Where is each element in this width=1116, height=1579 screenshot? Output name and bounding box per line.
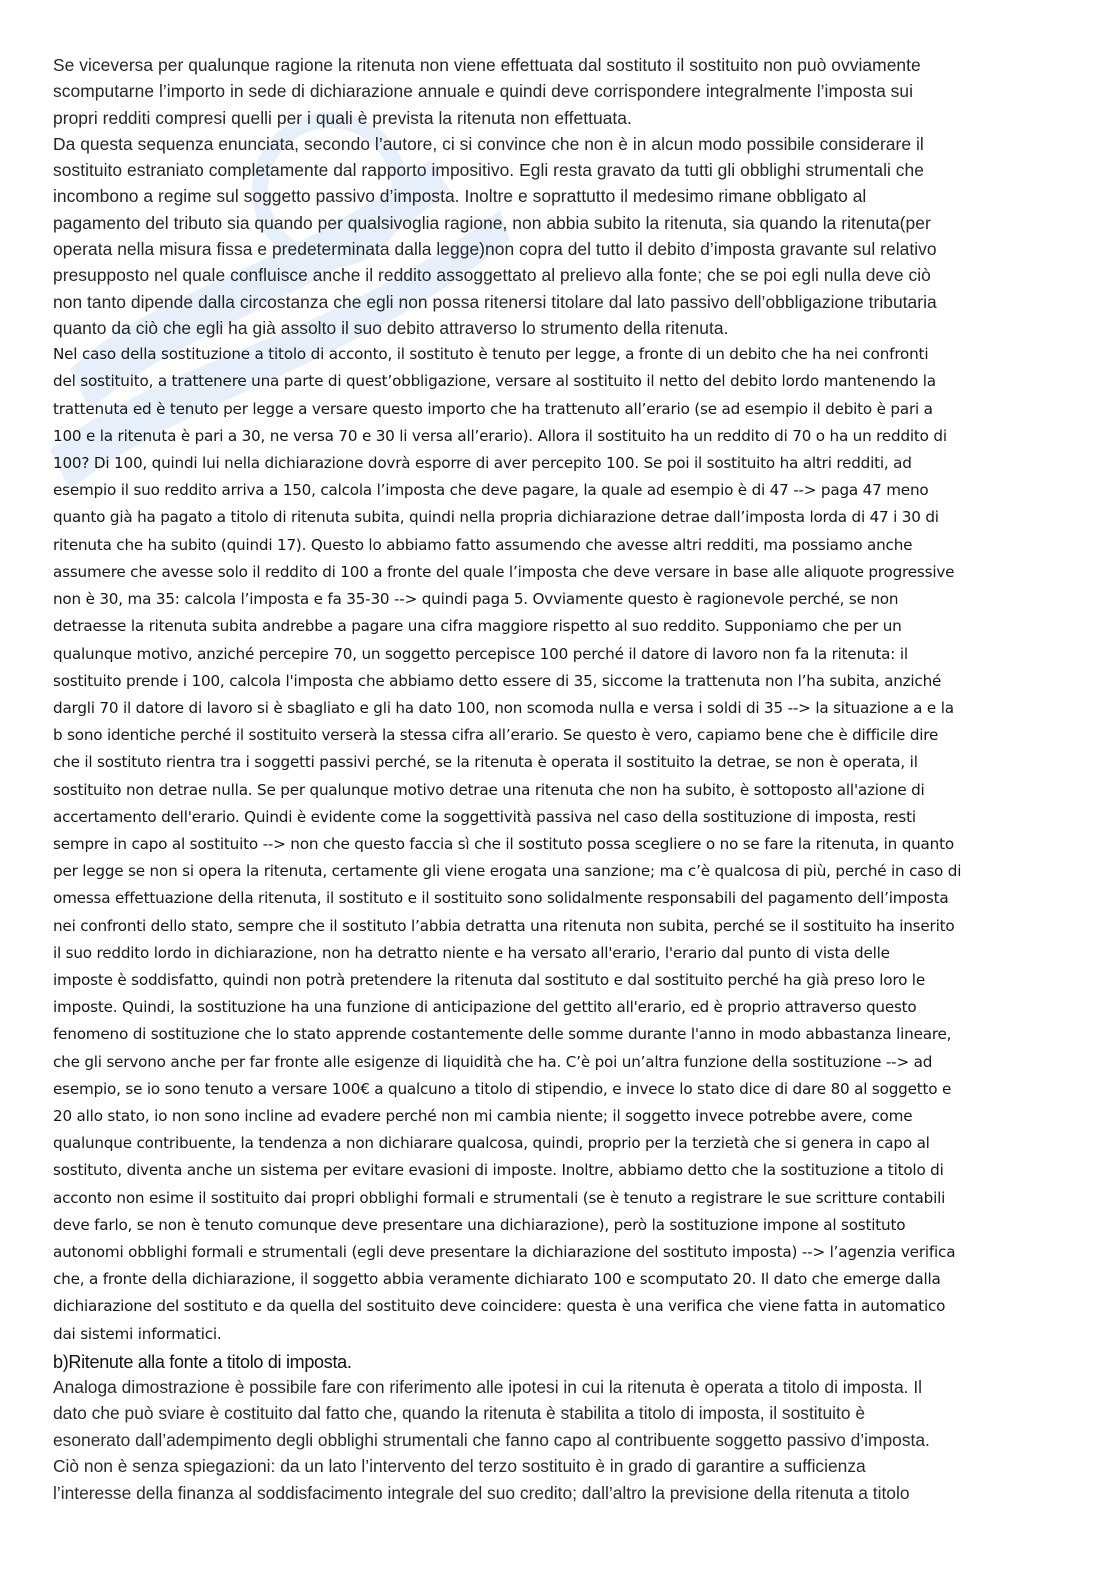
paragraph-sostituzione-acconto: Nel caso della sostituzione a titolo di acconto, il sostituto è tenuto per legge, a fronte di un debito che ha nei confronti del sostituito, a trattenere una parte di quest’obbligazione, versare al sostituito il netto del debito lordo mantenendo la trattenuta ed è tenuto per legge a versare questo importo che ha trattenuto all’erario (se ad esempio il debito è pari a 100 e la ritenuta è pari a 30, ne versa 70 e 30 li versa all’erario). Allora il sostituito ha un reddito di 70 o ha un reddito di 100? Di 100, quindi lui nella dichiarazione dovrà esporre di aver percepito 100. Se poi il sostituito ha altri redditi, ad esempio il suo reddito arriva a 150, calcola l’imposta che deve pagare, la quale ad esempio è di 47 --> paga 47 meno quanto già ha pagato a titolo di ritenuta subita, quindi nella propria dichiarazione detrae dall’imposta lorda di 47 i 30 di ritenuta che ha subito (quindi 17). Questo lo abbiamo fatto assumendo che avesse altri redditi, ma possiamo anche assumere che avesse solo il reddito di 100 a fronte del quale l’imposta che deve versare in base alle aliquote progressive non è 30, ma 35: calcola l’imposta e fa 35-30 --> quindi paga 5. Ovviamente questo è ragionevole perché, se non detraesse la ritenuta subita andrebbe a pagare una cifra maggiore rispetto al suo reddito. Supponiamo che per un qualunque motivo, anziché percepire 70, un soggetto percepisce 100 perché il datore di lavoro non fa la ritenuta: il sostituito prende i 100, calcola l'imposta che abbiamo detto essere di 35, siccome la trattenuta non l’ha subita, anziché dargli 70 il datore di lavoro si è sbagliato e gli ha dato 100, non scomoda nulla e versa i soldi di 35 --> la situazione a e la b sono identiche perché il sostituito verserà la stessa cifra all’erario. Se questo è vero, capiamo bene che è difficile dire che il sostituto rientra tra i soggetti passivi perché, se la ritenuta è operata il sostituito la detrae, se non è operata, il sostituito non detrae nulla. Se per qualunque motivo detrae una ritenuta che non ha subito, è sottoposto all'azione di accertamento dell'erario. Quindi è evidente come la soggettività passiva nel caso della sostituzione di imposta, resti sempre in capo al sostituito --> non che questo faccia sì che il sostituto possa scegliere o no se fare la ritenuta, in quanto per legge se non si opera la ritenuta, certamente gli viene erogata una sanzione; ma c’è qualcosa di più, perché in caso di omessa effettuazione della ritenuta, il sostituto e il sostituito sono solidalmente responsabili del pagamento dell’imposta nei confronti dello stato, sempre che il sostituto l’abbia detratta una ritenuta non subita, perché se il sostituito ha inserito il suo reddito lordo in dichiarazione, non ha detratto niente e ha versato all'erario, l'erario dal punto di vista delle imposte è soddisfatto, quindi non potrà pretendere la ritenuta dal sostituto e dal sostituito perché ha già preso loro le imposte. Quindi, la sostituzione ha una funzione di anticipazione del gettito all'erario, ed è proprio attraverso questo fenomeno di sostituzione che lo stato apprende costantemente delle somme durante l'anno in modo abbastanza lineare, che gli servono anche per far fronte alle esigenze di liquidità che ha. C’è poi un’altra funzione della sostituzione --> ad esempio, se io sono tenuto a versare 100€ a qualcuno a titolo di stipendio, e invece lo stato dice di dare 80 al soggetto e 20 allo stato, io non sono incline ad evadere perché non mi cambia niente; il soggetto invece potrebbe avere, come qualunque contribuente, la tendenza a non dichiarare qualcosa, quindi, proprio per la terzietà che si genera in capo al sostituto, diventa anche un sistema per evitare evasioni di imposte. Inoltre, abbiamo detto che la sostituzione a titolo di acconto non esime il sostituito dai propri obblighi formali e strumentali (se è tenuto a registrare le sue scritture contabili deve farlo, se non è tenuto comunque deve presentare una dichiarazione), però la sostituzione impone al sostituto autonomi obblighi formali e strumentali (egli deve presentare la dichiarazione del sostituto imposta) --> l’agenzia verifica che, a fronte della dichiarazione, il soggetto abbia veramente dichiarato 100 e scomputato 20. Il dato che emerge dalla dichiarazione del sostituto e da quella del sostituito deve coincidere: questa è una verifica che viene fatta in automatico dai sistemi informatici. [53,345,962,1343]
paragraph-sostituito-non-effettuata: Se viceversa per qualunque ragione la ritenuta non viene effettuata dal sostituto il sostituito non può ovviamente scomputarne l’importo in sede di dichiarazione annuale e quindi deve corrispondere integralmente l’imposta sui propri redditi compresi quelli per i quali è prevista la ritenuta non effettuata. Da questa sequenza enunciata, secondo l’autore, ci si convince che non è in alcun modo possibile considerare il sostituito estraniato completamente dal rapporto impositivo. Egli resta gravato da tutti gli obblighi strumentali che incombono a regime sul soggetto passivo d’imposta. Inoltre e soprattutto il medesimo rimane obbligato al pagamento del tributo sia quando per qualsivoglia ragione, non abbia subito la ritenuta, sia quando la ritenuta(per operata nella misura fissa e predeterminata dalla legge)non copra del tutto il debito d’imposta gravante sul relativo presupposto nel quale confluisce anche il reddito assoggettato al prelievo alla fonte; che se poi egli nulla deve ciò non tanto dipende dalla circostanza che egli non possa ritenersi titolare dal lato passivo dell’obbligazione tributaria quanto da ciò che egli ha già assolto il suo debito attraverso lo strumento della ritenuta. [53,55,937,338]
section-heading-ritenute-titolo-imposta: b)Ritenute alla fonte a titolo di imposta. [53,1351,352,1372]
document-body [53,52,1065,1506]
paragraph-analoga-dimostrazione: Analoga dimostrazione è possibile fare con riferimento alle ipotesi in cui la ritenuta è operata a titolo di imposta. Il dato che può sviare è costituito dal fatto che, quando la ritenuta è stabilita a titolo di imposta, il sostituito è esonerato dall’adempimento degli obblighi strumentali che fanno capo al contribuente soggetto passivo d’imposta. Ciò non è senza spiegazioni: da un lato l’intervento del terzo sostituito è in grado di garantire a sufficienza l’interesse della finanza al soddisfacimento integrale del suo credito; dall’altro la previsione della ritenuta a titolo [53,1376,930,1503]
